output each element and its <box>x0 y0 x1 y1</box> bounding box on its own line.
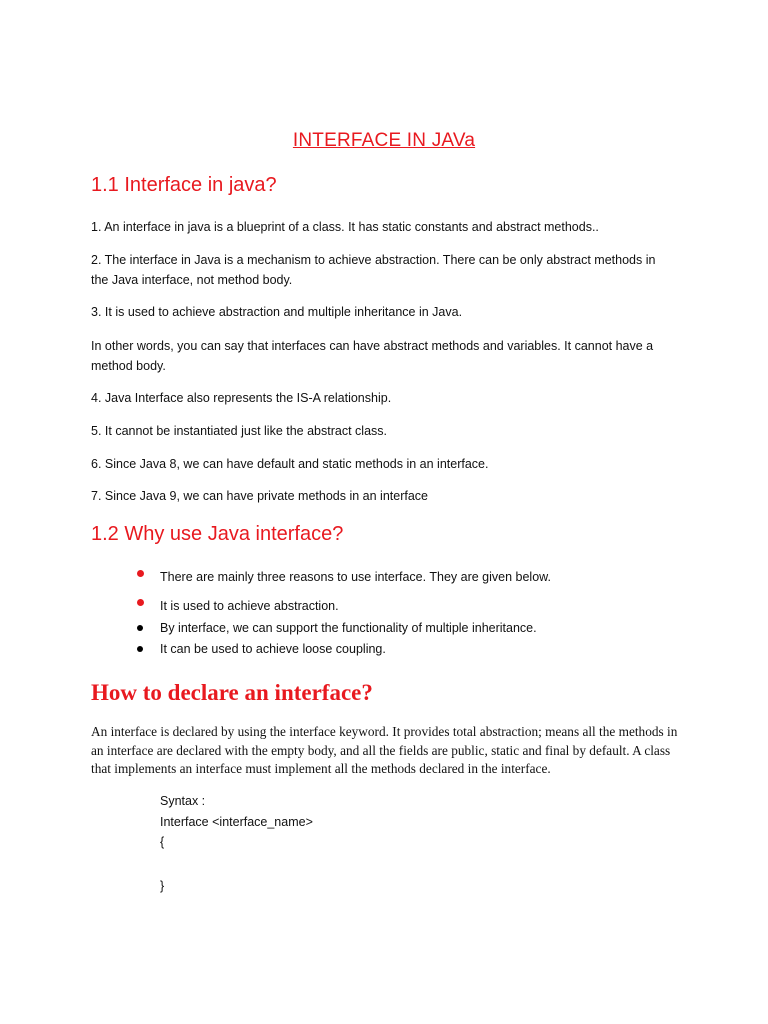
paragraph-other-words: In other words, you can say that interfaces can have abstract methods and variables. It cannot have a method body. <box>91 339 654 373</box>
syntax-open-brace: { <box>160 835 165 849</box>
list-item <box>137 567 697 596</box>
section-heading-interface-in-java: 1.1 Interface in java? <box>91 174 277 196</box>
section-heading-declare-interface: How to declare an interface? <box>91 680 373 705</box>
list-item-text: It is used to achieve abstraction. <box>160 599 339 613</box>
list-item <box>137 618 697 639</box>
bullet-icon <box>137 625 143 631</box>
paragraph-2: 2. The interface in Java is a mechanism to achieve abstraction. There can be only abstract methods in the Java interface, not method body. <box>91 253 656 287</box>
list-item-text: By interface, we can support the functionality of multiple inheritance. <box>160 621 537 635</box>
syntax-label: Syntax : <box>160 794 206 808</box>
list-item-text: There are mainly three reasons to use interface. They are given below. <box>160 570 551 584</box>
paragraph-6: 6. Since Java 8, we can have default and static methods in an interface. <box>91 457 489 471</box>
syntax-blank-line <box>160 853 313 876</box>
paragraph-4: 4. Java Interface also represents the IS-A relationship. <box>91 391 392 405</box>
list-item-text: It can be used to achieve loose coupling. <box>160 642 386 656</box>
list-item <box>137 639 697 660</box>
paragraph-3: 3. It is used to achieve abstraction and multiple inheritance in Java. <box>91 305 463 319</box>
bullet-icon <box>137 599 144 606</box>
bullet-icon <box>137 646 143 652</box>
paragraph-1: 1. An interface in java is a blueprint of a class. It has static constants and abstract methods.. <box>91 220 599 234</box>
section-heading-why-use-interface: 1.2 Why use Java interface? <box>91 523 344 545</box>
syntax-line: Interface <interface_name> <box>160 814 313 829</box>
syntax-close-brace: } <box>160 878 165 893</box>
declare-paragraph: An interface is declared by using the interface keyword. It provides total abstraction; means all the methods in an interface are declared with the empty body, and all the fields are public, static and final by default. A class that implements an interface must implement all the methods declared in the interface. <box>91 724 678 776</box>
list-item <box>137 596 697 618</box>
paragraph-7: 7. Since Java 9, we can have private methods in an interface <box>91 489 428 503</box>
reasons-list <box>137 567 697 660</box>
bullet-icon <box>137 570 144 577</box>
paragraph-5: 5. It cannot be instantiated just like the abstract class. <box>91 424 387 438</box>
syntax-block <box>160 791 313 896</box>
document-title: INTERFACE IN JAVa <box>292 130 476 151</box>
